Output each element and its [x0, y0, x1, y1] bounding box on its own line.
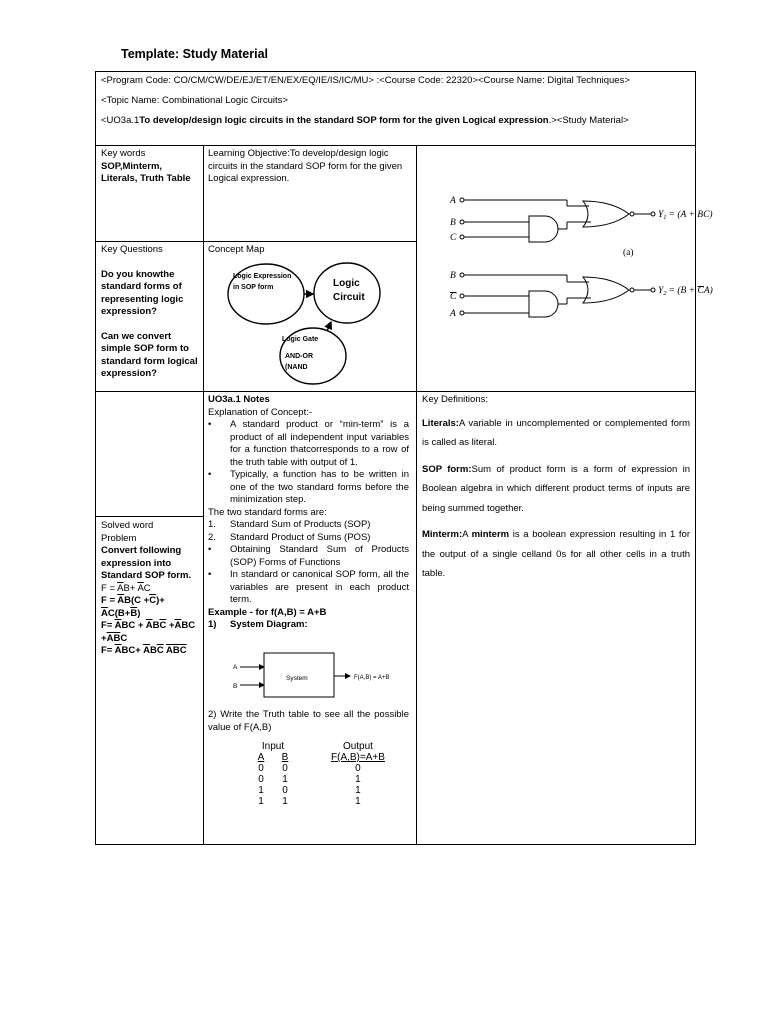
solved-line-1: $F = \overline{A}B+ \overline{A}C$ [101, 582, 151, 594]
solved-label-1: Solved word [101, 520, 154, 531]
study-material-table [95, 71, 713, 845]
circuit-b-input-b: B [450, 271, 456, 281]
template-title: Template: Study Material [121, 47, 269, 61]
solved-line-4: $F= \overline{A}BC + \overline{A}B\overline{C} +\overline{A}BC$ [101, 620, 196, 631]
circuit-a-input-c: C [450, 233, 457, 243]
uo-objective: To develop/design logic circuits in the standard SOP form for the given Logical expression [139, 115, 549, 126]
keywords-value: SOP,Minterm, Literals, Truth Table [101, 160, 191, 184]
header-topic-line: <Topic Name: Combinational Logic Circuits> [101, 95, 288, 106]
solved-problem-cell [101, 520, 201, 658]
notes-subtitle: Explanation of Concept:- [208, 406, 313, 418]
notes-title: UO3a.1 Notes [208, 394, 270, 405]
note-bullet-2: • Typically, a function has to be written in one of the two standard forms before the minimization step. [208, 469, 409, 505]
keywords-cell [101, 148, 201, 186]
note-form-2: 2. Standard Product of Sums (POS) [208, 531, 371, 543]
truth-table [249, 741, 385, 807]
note-bullet-4: • In standard or canonical SOP form, all the variables are present in each product term. [208, 569, 409, 605]
truth-table-col-a: A [257, 752, 265, 763]
solved-line-3: $\overline{A}C(B+\overline{B})$ [101, 607, 141, 619]
key-questions-label: Key Questions [101, 244, 163, 255]
gate-line-2: AND-OR [285, 353, 313, 360]
col-divider-1 [203, 145, 204, 844]
gate-line-1: Logic Gate [282, 336, 319, 343]
system-diagram [228, 650, 398, 700]
table-row: 0 1 1 [258, 774, 361, 785]
solved-line-5: $+\overline{A}\overline{B}C$ [101, 632, 128, 644]
note-bullet-1: • A standard product or “min-term” is a product of all independent input variables for a function thatcorresponds to a row of the truth table with output of 1. [208, 419, 409, 468]
definition-literals: Literals:A variable in uncomplemented or complemented form is called as literal. [422, 417, 690, 448]
truth-table-input-header: Input [261, 741, 285, 752]
logic-circuit-diagrams [417, 146, 713, 391]
table-row: 1 0 1 [258, 785, 361, 796]
circuit-a-caption: (a) [623, 248, 634, 258]
system-input-a: A [233, 664, 238, 671]
solved-line-6: $F= \overline{A}BC+ \overline{A}B\overline{C}$ $\overline{A}\overline{B}\overline{C}$ [101, 645, 187, 656]
concept-node-gate-text [282, 334, 346, 375]
concept-map-label: Concept Map [208, 244, 265, 255]
solved-title: Convert following expression into Standard SOP form. [101, 545, 192, 581]
row-divider-2 [96, 391, 695, 392]
key-question-1: Do you knowthe standard forms of representing logic expression? [101, 268, 184, 317]
circuit-b-output: $Y_2 = (B + CA)$ [658, 286, 713, 297]
definitions-label: Key Definitions: [422, 394, 489, 405]
key-question-2: Can we convert simple SOP form to standard form logical expression? [101, 330, 198, 379]
header-uo-line [101, 115, 693, 128]
keywords-label: Key words [101, 148, 146, 159]
solved-label-2: Problem [101, 532, 137, 544]
gate-line-3: (NAND [285, 364, 308, 371]
system-output: F(A,B) = A+B [354, 675, 390, 681]
notes-forms-intro: The two standard forms are: [208, 506, 327, 518]
truth-table-output-header: Output [342, 741, 373, 752]
truth-table-col-b: B [281, 752, 289, 763]
circuit-a-output: $Y_1 = (A + BC)$ [658, 210, 713, 221]
table-row: 1 1 1 [258, 796, 361, 807]
note-form-1: 1. Standard Sum of Products (SOP) [208, 519, 371, 530]
notes-example: Example - for f(A,B) = A+B [208, 606, 327, 618]
table-row: 0 0 0 [258, 763, 361, 774]
circuit-b-input-a: A [450, 309, 456, 319]
note-step-1: 1) System Diagram: [208, 619, 308, 630]
uo-prefix: <UO3a.1 [101, 115, 140, 126]
header-program-line: <Program Code: CO/CM/CW/DE/EJ/ET/EN/EX/EQ/IE/IS/IC/MU> :<Course Code: 22320><Course Name: Digital Techniques> [101, 75, 630, 86]
definition-minterm: Minterm:A minterm is a boolean expression resulting in 1 for the output of a single celland 0s for all other cells in a truth table. [422, 529, 690, 579]
system-input-b: B [233, 683, 238, 690]
notes-cell [208, 394, 409, 632]
uo-suffix: .><Study Material> [548, 115, 629, 126]
key-questions-cell [101, 244, 201, 381]
concept-node-expression-text: Logic Expression in SOP form [233, 273, 292, 291]
circuit-a-input-a: A [450, 196, 456, 206]
notes-step-2: 2) Write the Truth table to see all the possible value of F(A,B) [208, 709, 409, 733]
solved-line-2: $F = \overline{A}B(C +\overline{C})+$ [101, 595, 165, 606]
definition-sop: SOP form:Sum of product form is a form of expression in Boolean algebra in which different product terms of inputs are being summed together. [422, 463, 690, 514]
circuit-a-input-b: B [450, 218, 456, 228]
concept-node-circuit-text: Logic Circuit [333, 278, 365, 303]
row-divider-3 [96, 516, 203, 517]
definitions-cell [422, 394, 690, 591]
system-box-label: System [286, 675, 308, 682]
truth-table-col-f: F(A,B)=A+B [331, 752, 385, 763]
row-divider-1 [96, 241, 416, 242]
learning-objective: Learning Objective:To develop/design logic circuits in the standard SOP form for the given Logical expression. [208, 148, 403, 184]
circuit-b-input-c: C [450, 292, 457, 302]
note-bullet-3: • Obtaining Standard Sum of Products (SOP) Forms of Functions [208, 544, 409, 568]
